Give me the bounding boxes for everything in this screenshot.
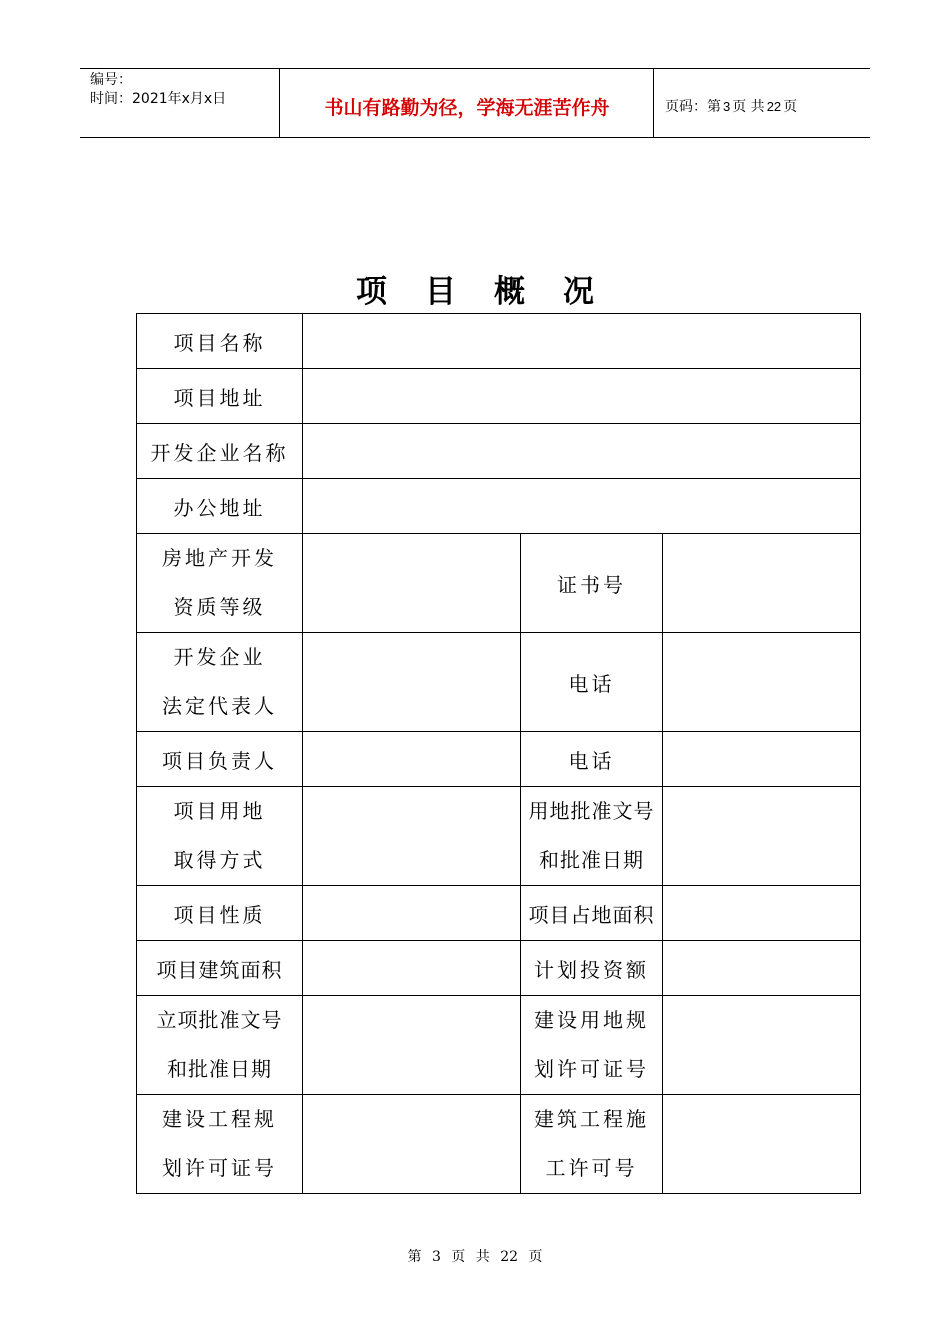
value-land-acquisition[interactable] — [303, 787, 521, 886]
label-phone-2: 电话 — [521, 732, 663, 787]
label-land-permit — [521, 996, 663, 1095]
page-total: 22 — [766, 98, 782, 114]
page-label-prefix: 页码：第 — [665, 99, 721, 115]
project-overview-table — [136, 313, 861, 1194]
value-land-permit[interactable] — [663, 996, 861, 1095]
label-building-area: 项目建筑面积 — [137, 941, 303, 996]
label-construction-permit — [521, 1095, 663, 1194]
label-legal-rep — [137, 633, 303, 732]
value-project-address[interactable] — [303, 369, 861, 424]
label-engineering-permit-line1: 建设工程规 — [162, 1107, 277, 1131]
label-project-address: 项目地址 — [137, 369, 303, 424]
label-land-acquisition — [137, 787, 303, 886]
time-label: 时间：2021年x月x日 — [90, 91, 227, 107]
header-meta — [80, 69, 280, 137]
label-project-approval-line2: 和批准日期 — [167, 1057, 272, 1081]
label-certificate-no: 证书号 — [521, 534, 663, 633]
label-developer-name: 开发企业名称 — [137, 424, 303, 479]
label-land-acquisition-line2: 取得方式 — [173, 848, 266, 872]
label-qualification-line1: 房地产开发 — [162, 546, 277, 570]
header-motto: 书山有路勤为径，学海无涯苦作舟 — [281, 69, 654, 137]
value-engineering-permit[interactable] — [303, 1095, 521, 1194]
page-mid: 页 共 — [732, 99, 765, 115]
label-qualification-line2: 资质等级 — [173, 595, 266, 619]
value-developer-name[interactable] — [303, 424, 861, 479]
value-building-area[interactable] — [303, 941, 521, 996]
value-qualification[interactable] — [303, 534, 521, 633]
code-label: 编号： — [90, 72, 132, 88]
value-certificate-no[interactable] — [663, 534, 861, 633]
label-project-name: 项目名称 — [137, 314, 303, 369]
value-project-name[interactable] — [303, 314, 861, 369]
label-legal-rep-line1: 开发企业 — [173, 645, 266, 669]
value-construction-permit[interactable] — [663, 1095, 861, 1194]
page-current: 3 — [723, 98, 731, 114]
label-construction-permit-line2: 工许可号 — [545, 1156, 638, 1180]
value-office-address[interactable] — [303, 479, 861, 534]
page-title: 项目概况 — [356, 274, 632, 310]
value-project-approval[interactable] — [303, 996, 521, 1095]
label-planned-investment: 计划投资额 — [521, 941, 663, 996]
value-legal-rep[interactable] — [303, 633, 521, 732]
label-land-approval — [521, 787, 663, 886]
label-legal-rep-line2: 法定代表人 — [162, 694, 277, 718]
value-project-nature[interactable] — [303, 886, 521, 941]
label-construction-permit-line1: 建筑工程施 — [534, 1107, 649, 1131]
label-project-approval — [137, 996, 303, 1095]
label-office-address: 办公地址 — [137, 479, 303, 534]
label-land-permit-line2: 划许可证号 — [534, 1057, 649, 1081]
page-footer: 第 3 页 共 22 页 — [407, 1249, 543, 1265]
label-phone: 电话 — [521, 633, 663, 732]
label-project-nature: 项目性质 — [137, 886, 303, 941]
label-land-permit-line1: 建设用地规 — [534, 1008, 649, 1032]
label-engineering-permit-line2: 划许可证号 — [162, 1156, 277, 1180]
value-land-area[interactable] — [663, 886, 861, 941]
label-land-acquisition-line1: 项目用地 — [173, 799, 266, 823]
page-suffix: 页 — [783, 99, 798, 115]
label-qualification — [137, 534, 303, 633]
value-land-approval[interactable] — [663, 787, 861, 886]
value-planned-investment[interactable] — [663, 941, 861, 996]
page-header — [80, 68, 870, 138]
value-phone[interactable] — [663, 633, 861, 732]
header-page-number — [655, 69, 870, 137]
label-project-approval-line1: 立项批准文号 — [156, 1008, 283, 1032]
label-engineering-permit — [137, 1095, 303, 1194]
label-land-area: 项目占地面积 — [521, 886, 663, 941]
value-phone-2[interactable] — [663, 732, 861, 787]
label-land-approval-line2: 和批准日期 — [539, 848, 644, 872]
label-project-manager: 项目负责人 — [137, 732, 303, 787]
value-project-manager[interactable] — [303, 732, 521, 787]
label-land-approval-line1: 用地批准文号 — [528, 799, 655, 823]
